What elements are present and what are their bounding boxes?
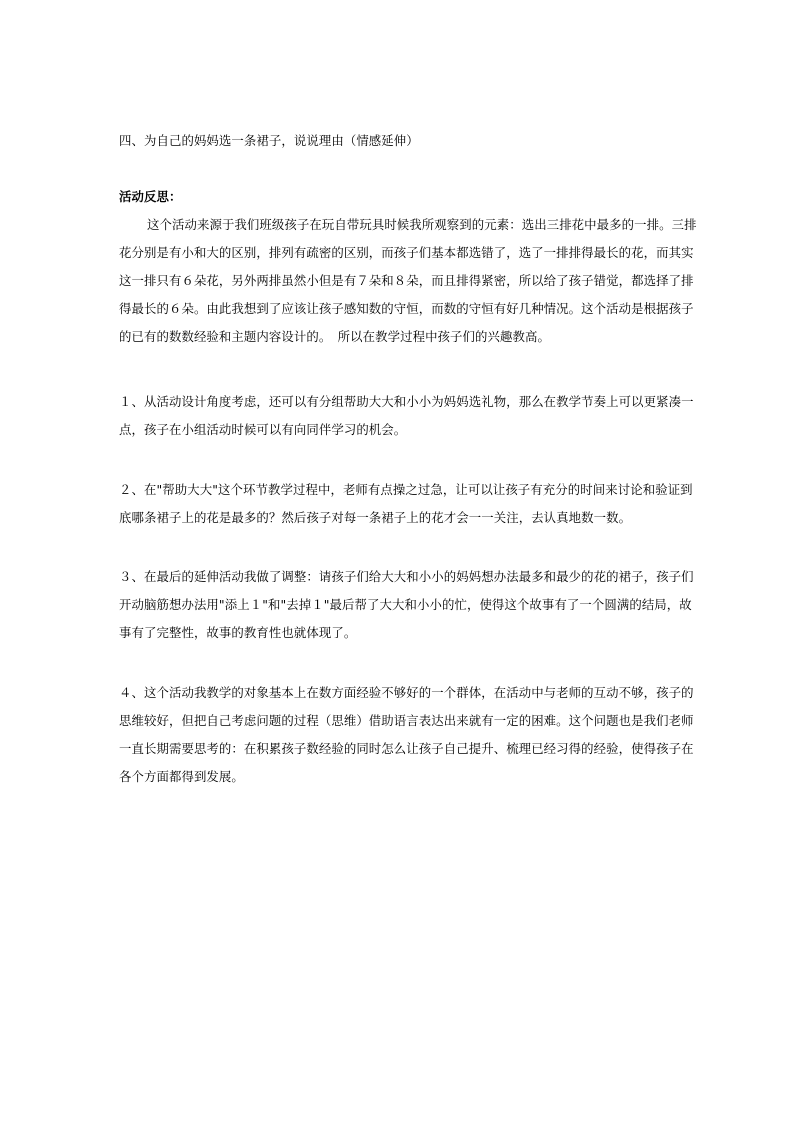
intro-line: 这个活动来源于我们班级孩子在玩自带玩具时候我所观察到的元素：选出三排花中最多的一排。三排 (147, 217, 697, 232)
intro-line: 这一排只有６朵花，另外两排虽然小但是有７朵和８朵，而且排得紧密，所以给了孩子错觉，都选择了排 (119, 273, 694, 288)
point-4-line: 思维较好，但把自己考虑问题的过程（思维）借助语言表达出来就有一定的困难。这个问题也是我们老师 (119, 713, 694, 728)
reflection-title: 活动反思： (119, 189, 182, 204)
point-3-line: 开动脑筋想办法用"添上１"和"去掉１"最后帮了大大和小小的忙，使得这个故事有了一个圆满的结局，故 (119, 597, 692, 612)
section-heading: 四、为自己的妈妈选一条裙子，说说理由（情感延伸） (119, 133, 419, 148)
intro-line: 得最长的６朵。由此我想到了应该让孩子感知数的守恒，而数的守恒有好几种情况。这个活动是根据孩子 (119, 301, 694, 316)
point-1-line: 点，孩子在小组活动时候可以有向同伴学习的机会。 (119, 422, 407, 437)
intro-line: 花分别是有小和大的区别，排列有疏密的区别，而孩子们基本都选错了，选了一排排得最长的花，而其实 (119, 245, 694, 260)
point-4-line: ４、这个活动我教学的对象基本上在数方面经验不够好的一个群体，在活动中与老师的互动不够，孩子的 (119, 685, 694, 700)
point-4-line: 各个方面都得到发展。 (119, 769, 244, 784)
point-2-line: ２、在"帮助大大"这个环节教学过程中，老师有点操之过急，让可以让孩子有充分的时间来讨论和验证到 (119, 482, 693, 497)
intro-line: 的已有的数数经验和主题内容设计的。 所以在教学过程中孩子们的兴趣教高。 (119, 329, 550, 344)
point-2-line: 底哪条裙子上的花是最多的？然后孩子对每一条裙子上的花才会一一关注，去认真地数一数。 (119, 510, 632, 525)
point-3-line: 事有了完整性，故事的教育性也就体现了。 (119, 625, 357, 640)
point-4-line: 一直长期需要思考的：在积累孩子数经验的同时怎么让孩子自己提升、梳理已经习得的经验，使得孩子在 (119, 741, 694, 756)
point-1-line: １、从活动设计角度考虑，还可以有分组帮助大大和小小为妈妈选礼物，那么在教学节奏上可以更紧凑一 (119, 394, 694, 409)
point-3-line: ３、在最后的延伸活动我做了调整：请孩子们给大大和小小的妈妈想办法最多和最少的花的裙子，孩子们 (119, 569, 694, 584)
